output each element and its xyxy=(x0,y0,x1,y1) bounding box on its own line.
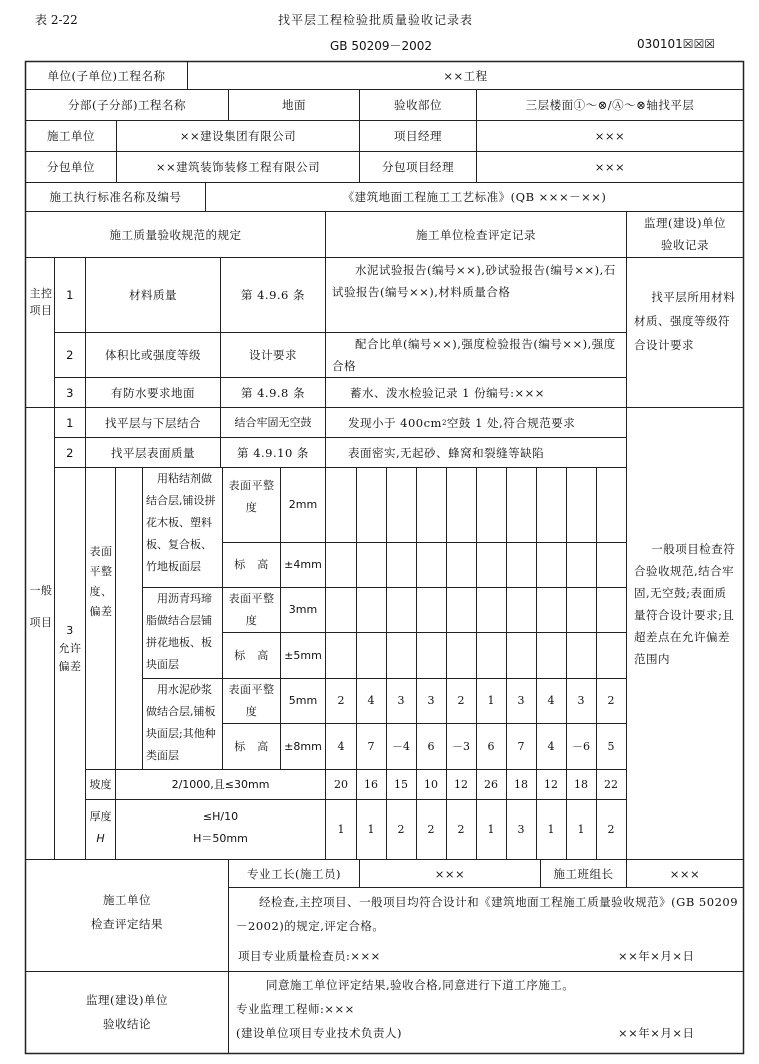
mc-item-1-clause: 第 4.9.6 条 xyxy=(240,288,306,302)
measurement-cell-slope-2: 16 xyxy=(364,777,378,791)
foreman-label: 专业工长(施工员) xyxy=(247,866,341,881)
measurement-cell-thickness-6: 1 xyxy=(487,822,495,836)
measurement-cell-g1r2-6 xyxy=(476,543,506,587)
measurement-cell-thickness-9: 1 xyxy=(577,822,585,836)
measurement-cell-g3r2-9: －6 xyxy=(572,739,590,753)
group-1-desc: 用粘结剂做结合层,铺设拼花木板、塑料板、复合板、竹地板面层 xyxy=(146,472,216,573)
measurement-cell-thickness-5: 2 xyxy=(457,822,465,836)
thickness-tol: ≤H/10 H＝50mm xyxy=(193,810,248,845)
measurement-cell-g3r1-1: 2 xyxy=(337,694,345,707)
measurement-cell-g2r1-2 xyxy=(356,588,386,632)
group-2-row-2-tol: ±5mm xyxy=(284,648,322,662)
gen-supervisor-record: 一般项目检查符合验收规范,结合牢固,无空鼓;表面质量符合设计要求;且超差点在允许偏差范围内 xyxy=(634,542,736,666)
measurement-cell-g1r2-2 xyxy=(356,543,386,587)
measurement-cell-slope-7: 18 xyxy=(514,777,528,791)
flatness-label: 表面平整度、偏差 xyxy=(89,545,113,618)
measurement-cell-thickness-7: 3 xyxy=(517,822,525,836)
deviation-no: 3 xyxy=(66,624,74,637)
supervisor-result-label: 监理(建设)单位 验收结论 xyxy=(86,993,168,1031)
supervisor-date: ××年×月×日 xyxy=(618,1026,695,1040)
main-control-label: 主控项目 xyxy=(29,287,53,317)
measurement-cell-g3r2-2: 7 xyxy=(367,739,375,753)
mc-item-2-record: 配合比单(编号××),强度检验报告(编号××),强度合格 xyxy=(332,337,616,373)
measurement-cell-slope-8: 12 xyxy=(544,777,558,791)
group-2-desc: 用沥青玛𤧛脂做结合层铺拼花地板、板块面层 xyxy=(146,592,212,671)
measurement-cell-g3r2-4: 6 xyxy=(427,739,435,753)
measurement-cell-g3r1-6: 1 xyxy=(487,694,495,707)
measurement-cell-slope-3: 15 xyxy=(394,777,408,791)
subcontractor-label: 分包单位 xyxy=(47,160,95,174)
contractor-date: ××年×月×日 xyxy=(618,949,695,963)
standard-label: 施工执行标准名称及编号 xyxy=(49,190,182,204)
gen-item-1-record: 发现小于 400cm 2 空鼓 1 处,符合规范要求 xyxy=(348,415,576,430)
group-3-row-2-tol: ±8mm xyxy=(284,739,322,753)
team-leader-value: ××× xyxy=(669,866,701,881)
mc-item-1-record: 水泥试验报告(编号××),砂试验报告(编号××),石试验报告(编号××),材料质量合格 xyxy=(332,263,616,299)
team-leader-label: 施工班组长 xyxy=(553,866,614,881)
sub-project-value: 地面 xyxy=(282,98,306,112)
measurement-cell-g3r1-2: 4 xyxy=(367,694,375,707)
measurement-cell-g1r1-6 xyxy=(476,468,506,542)
measurement-cell-g2r1-5 xyxy=(446,588,476,632)
measurement-cell-g3r1-8: 4 xyxy=(547,694,555,707)
group-1-row-1-tol: 2mm xyxy=(288,498,318,511)
measurement-cell-g2r1-8 xyxy=(536,588,566,632)
measurement-cell-g3r1-4: 3 xyxy=(427,694,435,707)
measurement-cell-g2r2-4 xyxy=(416,633,446,678)
contractor-value: ××建设集团有限公司 xyxy=(179,129,297,143)
gen-item-1-no: 1 xyxy=(66,415,74,430)
measurement-cell-thickness-3: 2 xyxy=(397,822,405,836)
measurement-cell-g3r2-6: 6 xyxy=(487,739,495,753)
unit-project-label: 单位(子单位)工程名称 xyxy=(47,68,166,83)
measurement-cell-g3r1-7: 3 xyxy=(517,694,525,707)
contractor-label: 施工单位 xyxy=(47,129,95,143)
standard-code: GB 50209－2002 xyxy=(330,39,433,53)
supervisor-conclusion: 同意施工单位评定结果,验收合格,同意进行下道工序施工。 xyxy=(266,978,575,992)
mc-item-3-no: 3 xyxy=(66,385,74,400)
contractor-result-label: 施工单位 检查评定结果 xyxy=(91,893,163,931)
supervisor-header: 监理(建设)单位 验收记录 xyxy=(644,216,726,252)
measurement-cell-g2r1-6 xyxy=(476,588,506,632)
measurement-cell-g1r1-7 xyxy=(506,468,536,542)
measurement-cell-g2r1-4 xyxy=(416,588,446,632)
measurement-cell-g2r1-7 xyxy=(506,588,536,632)
table-number: 表 2-22 xyxy=(35,13,78,27)
gen-item-2-name: 找平层表面质量 xyxy=(111,445,195,460)
measurement-cell-thickness-2: 1 xyxy=(367,822,375,836)
measurement-cell-slope-9: 18 xyxy=(574,777,588,791)
measurement-cell-g2r2-1 xyxy=(326,633,356,678)
measurement-cell-g1r2-1 xyxy=(326,543,356,587)
quality-inspector: 项目专业质量检查员:××× xyxy=(238,949,381,963)
measurement-cell-g1r1-9 xyxy=(566,468,596,542)
measurement-cell-g2r2-7 xyxy=(506,633,536,678)
group-3-row-1-tol: 5mm xyxy=(288,694,318,707)
gen-item-2-no: 2 xyxy=(66,445,74,460)
measurement-cell-g1r1-8 xyxy=(536,468,566,542)
acceptance-part-label: 验收部位 xyxy=(394,98,442,112)
standard-value: 《建筑地面工程施工工艺标准》(QB ×××－××) xyxy=(342,190,607,204)
measurement-cell-g2r2-5 xyxy=(446,633,476,678)
measurement-cell-g1r2-4 xyxy=(416,543,446,587)
group-3-row-1-item: 表面平整度 xyxy=(228,683,275,718)
measurement-cell-g3r2-10: 5 xyxy=(607,739,615,753)
unit-project-value: ××工程 xyxy=(443,68,488,83)
gen-item-1-name: 找平层与下层结合 xyxy=(105,415,201,430)
measurement-cell-g2r2-8 xyxy=(536,633,566,678)
foreman-value: ××× xyxy=(434,866,466,881)
measurement-cell-g2r2-6 xyxy=(476,633,506,678)
measurement-cell-g1r1-2 xyxy=(356,468,386,542)
mc-item-3-record: 蓄水、泼水检验记录 1 份编号:××× xyxy=(350,385,545,400)
page-title: 找平层工程检验批质量验收记录表 xyxy=(278,13,474,27)
mc-item-2-no: 2 xyxy=(66,348,74,362)
group-2-row-2-item: 标 高 xyxy=(234,648,269,662)
group-1-row-2-tol: ±4mm xyxy=(284,558,322,571)
measurement-cell-g1r2-9 xyxy=(566,543,596,587)
measurement-cell-g3r2-3: －4 xyxy=(392,739,410,753)
pm-value: ××× xyxy=(594,129,626,143)
sub-pm-label: 分包项目经理 xyxy=(382,160,454,174)
sub-project-label: 分部(子分部)工程名称 xyxy=(68,98,186,112)
measurement-cell-slope-10: 22 xyxy=(604,777,618,791)
measurement-cell-g1r2-3 xyxy=(386,543,416,587)
acceptance-part-value: 三层楼面①～⊗/Ⓐ～⊗轴找平层 xyxy=(525,98,695,112)
measurement-cell-g1r1-10 xyxy=(596,468,626,542)
record-header: 施工单位检查评定记录 xyxy=(416,227,536,242)
measurement-cell-g3r1-10: 2 xyxy=(607,694,615,707)
measurement-cell-g1r2-7 xyxy=(506,543,536,587)
measurement-cell-g3r1-5: 2 xyxy=(457,694,465,707)
mc-item-2-clause: 设计要求 xyxy=(249,348,297,362)
sub-pm-value: ××× xyxy=(594,160,626,174)
measurement-cell-g3r2-1: 4 xyxy=(337,739,345,753)
measurement-cell-g1r2-5 xyxy=(446,543,476,587)
gen-item-2-record: 表面密实,无起砂、蜂窝和裂缝等缺陷 xyxy=(348,445,545,460)
mc-supervisor-record: 找平层所用材料材质、强度等级符合设计要求 xyxy=(634,290,736,352)
measurement-cell-g3r2-8: 4 xyxy=(547,739,555,753)
measurement-cell-g2r1-9 xyxy=(566,588,596,632)
supervising-engineer: 专业监理工程师:××× xyxy=(236,1002,355,1016)
measurement-cell-thickness-4: 2 xyxy=(427,822,435,836)
gen-item-2-clause: 第 4.9.10 条 xyxy=(237,445,309,460)
measurement-cell-g1r2-10 xyxy=(596,543,626,587)
measurement-cell-g2r2-3 xyxy=(386,633,416,678)
measurement-cell-slope-1: 20 xyxy=(334,777,348,791)
measurement-cell-g2r2-10 xyxy=(596,633,626,678)
subcontractor-value: ××建筑装饰装修工程有限公司 xyxy=(155,160,321,174)
group-2-row-1-tol: 3mm xyxy=(288,603,318,616)
group-1-row-2-item: 标 高 xyxy=(234,558,269,571)
measurement-cell-g1r2-8 xyxy=(536,543,566,587)
form-code: 030101☒☒☒ xyxy=(637,37,716,51)
thickness-label: 厚度 H xyxy=(89,810,112,845)
measurement-cell-slope-6: 26 xyxy=(484,777,498,791)
measurement-cell-g3r1-3: 3 xyxy=(397,694,405,707)
measurement-cell-g3r1-9: 3 xyxy=(577,694,585,707)
mc-item-1-name: 材料质量 xyxy=(129,288,177,302)
measurement-cell-slope-5: 12 xyxy=(454,777,468,791)
measurement-cell-thickness-8: 1 xyxy=(547,822,555,836)
slope-tol: 2/1000,且≤30mm xyxy=(171,777,270,791)
measurement-cell-g2r1-1 xyxy=(326,588,356,632)
measurement-cell-g2r2-2 xyxy=(356,633,386,678)
general-label: 一般项目 xyxy=(29,584,53,629)
group-1-row-1-item: 表面平整度 xyxy=(228,479,275,514)
spec-header: 施工质量验收规范的规定 xyxy=(109,227,242,242)
measurement-cell-g1r1-3 xyxy=(386,468,416,542)
measurement-cell-g2r2-9 xyxy=(566,633,596,678)
measurement-cell-g1r1-4 xyxy=(416,468,446,542)
measurement-cell-g2r1-10 xyxy=(596,588,626,632)
pm-label: 项目经理 xyxy=(394,129,442,143)
contractor-conclusion: 经检查,主控项目、一般项目均符合设计和《建筑地面工程施工质量验收规范》(GB 50209－2002)的规定,评定合格。 xyxy=(236,895,739,933)
gen-item-1-clause: 结合牢固无空鼓 xyxy=(234,415,312,429)
mc-item-3-name: 有防水要求地面 xyxy=(111,385,195,400)
measurement-cell-thickness-1: 1 xyxy=(337,822,345,836)
measurement-cell-g1r1-1 xyxy=(326,468,356,542)
measurement-cell-g1r1-5 xyxy=(446,468,476,542)
owner-technical-lead: (建设单位项目专业技术负责人) xyxy=(236,1026,402,1040)
group-3-row-2-item: 标 高 xyxy=(234,739,269,753)
deviation-label: 允许偏差 xyxy=(58,642,82,673)
group-2-row-1-item: 表面平整度 xyxy=(228,592,275,627)
measurement-cell-g3r2-5: －3 xyxy=(452,739,470,753)
measurement-cell-slope-4: 10 xyxy=(424,777,438,791)
mc-item-2-name: 体积比或强度等级 xyxy=(105,348,201,362)
mc-item-3-clause: 第 4.9.8 条 xyxy=(240,385,306,400)
slope-label: 坡度 xyxy=(89,777,112,791)
group-3-desc: 用水泥砂浆做结合层,铺板块面层;其他种类面层 xyxy=(146,683,216,762)
measurement-cell-g3r2-7: 7 xyxy=(517,739,525,753)
mc-item-1-no: 1 xyxy=(66,288,74,302)
measurement-cell-thickness-10: 2 xyxy=(607,822,615,836)
measurement-cell-g2r1-3 xyxy=(386,588,416,632)
